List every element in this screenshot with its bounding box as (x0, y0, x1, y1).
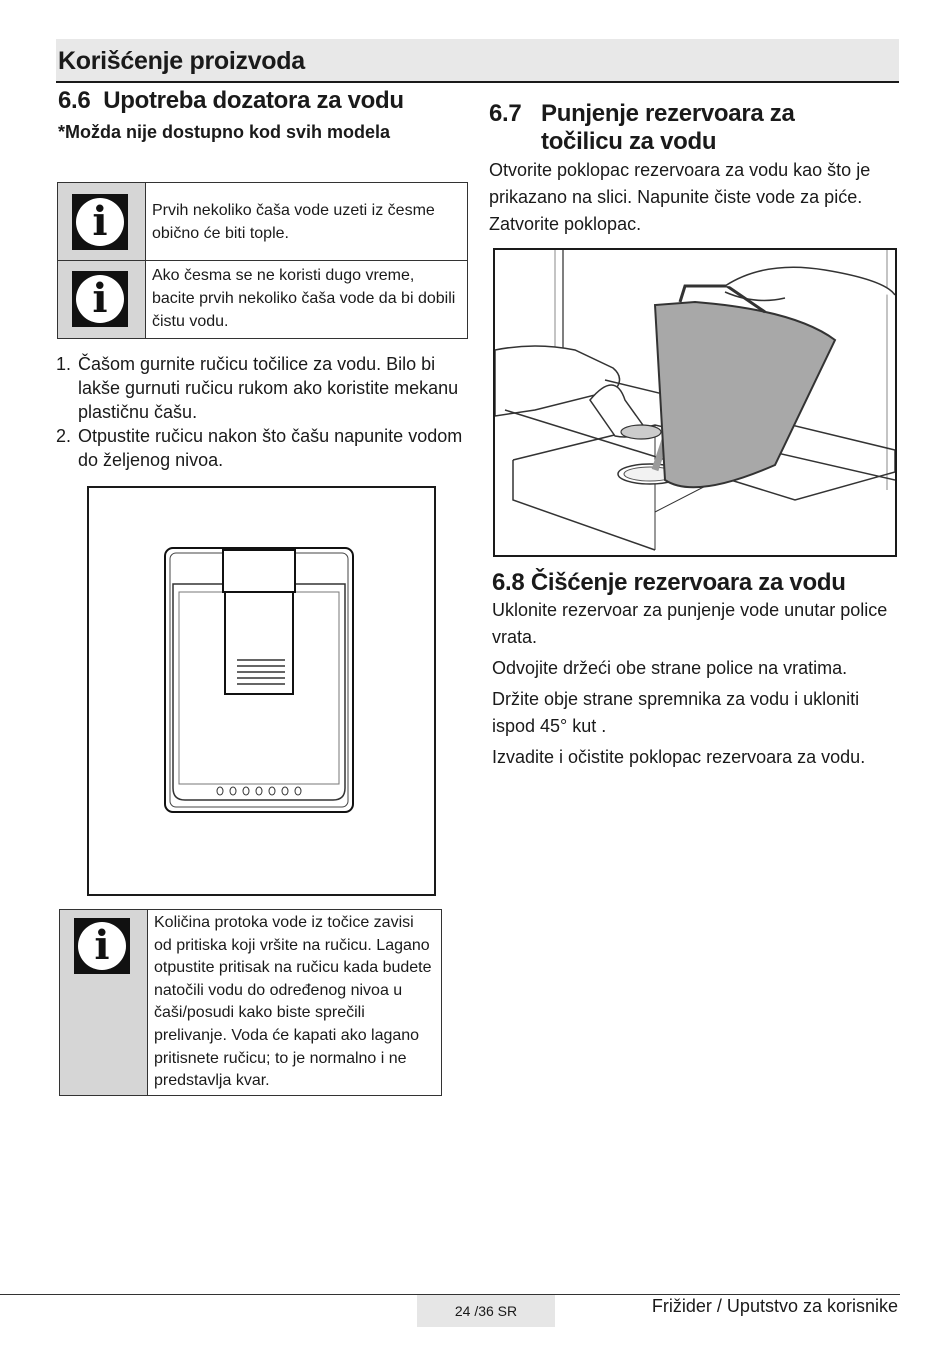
steps-list-wrap (56, 352, 468, 472)
section-68-heading (492, 569, 846, 597)
dispenser-figure (87, 486, 436, 896)
page-header (56, 39, 899, 83)
note-icon-cell (60, 910, 148, 1095)
section-66-number: 6.6 (58, 87, 91, 114)
note-box-1 (58, 183, 467, 261)
section-67-heading (489, 100, 889, 156)
list-item: 2. Otpustite ručicu nakon što čašu napunite vodom do željenog nivoa. (56, 426, 463, 470)
note-2-text: Ako česma se ne koristi dugo vreme, bacite prvih nekoliko čaša vode da bi dobili čistu vodu. (152, 267, 456, 330)
steps-list (56, 352, 468, 472)
dispenser-illustration (89, 488, 434, 894)
note-3-text: Količina protoka vode iz točice zavisi od pritiska koji vršite na ručicu. Lagano otpustite pritisak na ručicu kada budete natočili vodu do određenog nivoa u čaši/posudi kako biste sprečili prelivanje. Voda će kapati ako lagano pritisnete ručicu; to je normalno i ne predstavlja kvar. (154, 914, 432, 1090)
section-67-text: Otvorite poklopac rezervoara za vodu kao što je prikazano na slici. Napunite čiste vode za piće. Zatvorite poklopac. (489, 160, 871, 234)
note-icon-cell (58, 261, 146, 338)
section-67-title-line1: Punjenje rezervoara za (541, 100, 795, 127)
section-68-body (492, 597, 892, 775)
paragraph: Držite obje strane spremnika za vodu i ukloniti ispod 45° kut . (492, 689, 860, 736)
note-group (57, 182, 468, 339)
section-66-subtitle: *Možda nije dostupno kod svih modela (58, 122, 391, 142)
note-box-3 (59, 909, 442, 1096)
paragraph: Izvadite i očistite poklopac rezervoara za vodu. (492, 747, 866, 767)
filling-figure (493, 248, 897, 557)
info-icon: i (72, 194, 128, 250)
paragraph: Uklonite rezervoar za punjenje vode unutar police vrata. (492, 600, 888, 647)
note-box-2 (58, 261, 467, 338)
section-67-title-line2: točilicu za vodu (541, 128, 717, 155)
section-66-title: Upotreba dozatora za vodu (103, 87, 404, 114)
info-icon: i (74, 918, 130, 974)
footer-doc-title: Frižider / Uputstvo za korisnike (651, 1296, 898, 1316)
info-icon: i (72, 271, 128, 327)
filling-illustration (495, 250, 895, 555)
header-title: Korišćenje proizvoda (58, 47, 305, 75)
section-68-title: 6.8 Čišćenje rezervoara za vodu (492, 569, 846, 596)
note-1-text: Prvih nekoliko čaša vode uzeti iz česme obično će biti tople. (152, 202, 435, 242)
note-icon-cell (58, 183, 146, 260)
list-item: 1. Čašom gurnite ručicu točilice za vodu. Bilo bi lakše gurnuti ručicu rukom ako koristite mekanu plastičnu čašu. (56, 354, 459, 422)
section-67-number: 6.7 (489, 100, 522, 127)
section-66-heading (58, 87, 468, 115)
paragraph: Odvojite držeći obe strane police na vratima. (492, 658, 848, 678)
page-number: 24 /36 SR (417, 1295, 555, 1327)
